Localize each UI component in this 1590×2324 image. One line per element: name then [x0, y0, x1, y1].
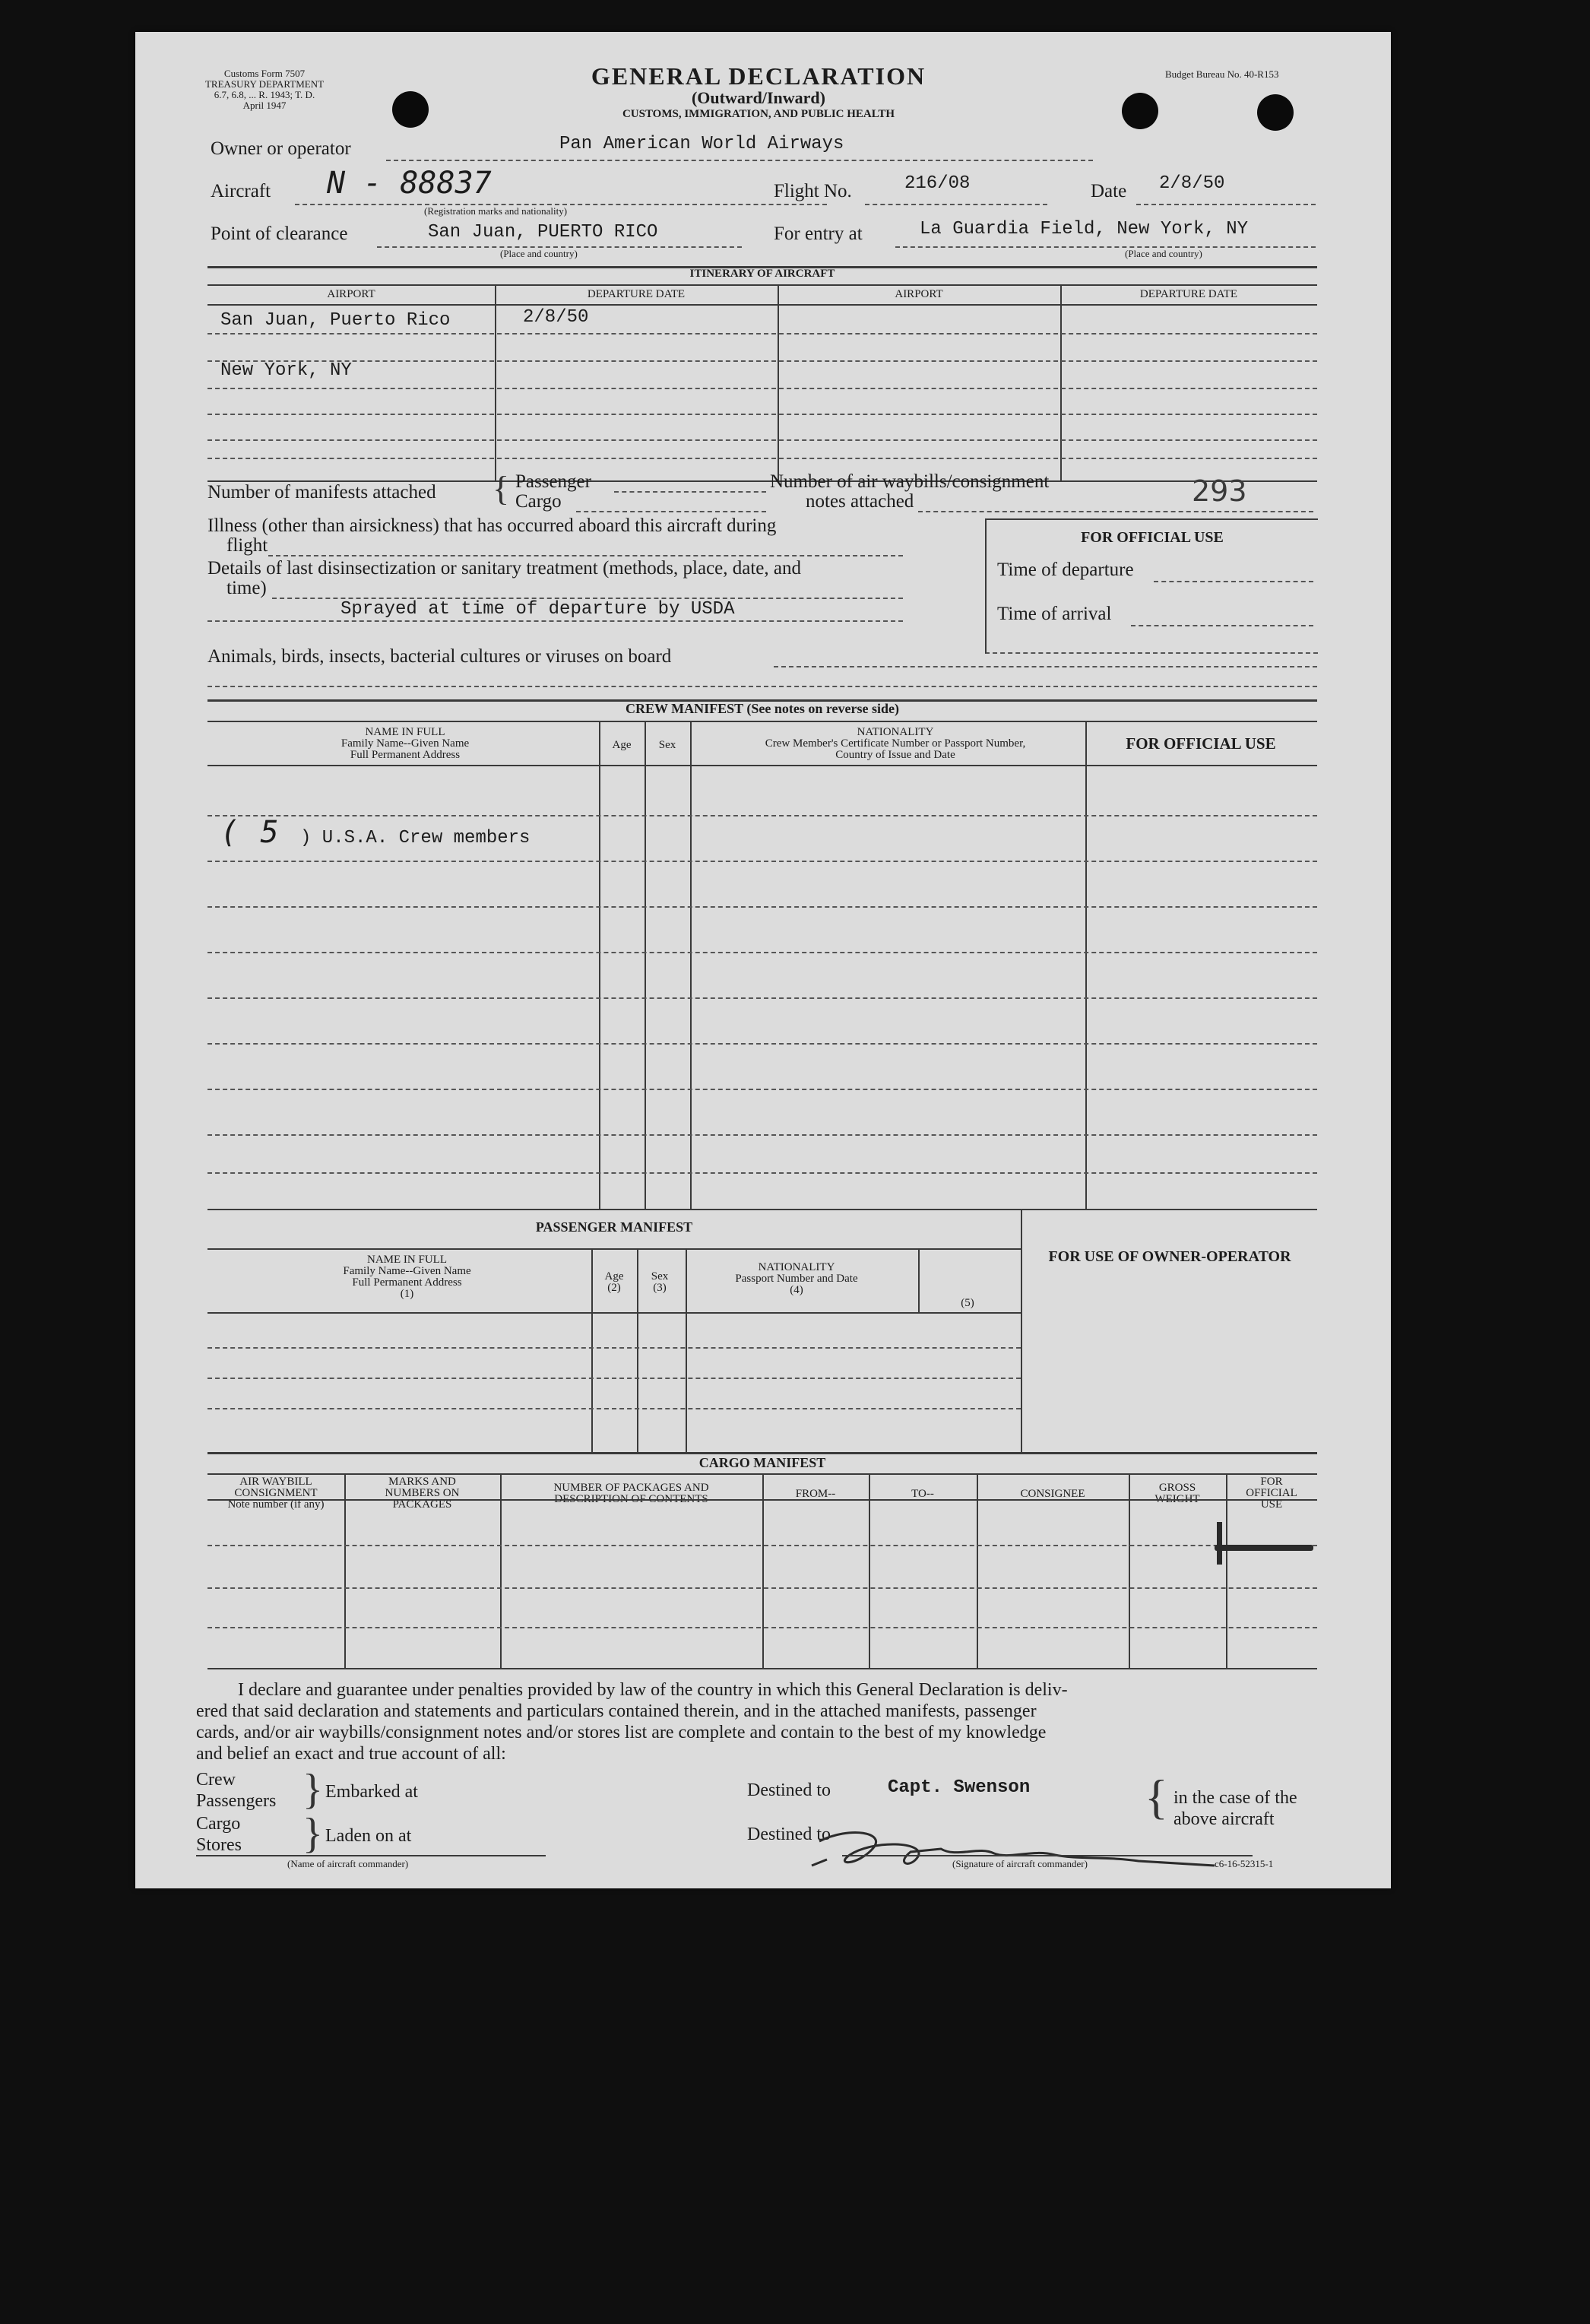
- crew-col-official: FOR OFFICIAL USE: [1126, 734, 1276, 753]
- crew-label: Crew: [196, 1770, 236, 1790]
- passenger-col-age-text: Age: [604, 1270, 624, 1282]
- passenger-col-5: (5): [961, 1297, 974, 1309]
- itinerary-col-departure-2: DEPARTURE DATE: [1139, 288, 1238, 300]
- cargo-col-line: WEIGHT: [1154, 1493, 1200, 1505]
- flight-value: 216/08: [904, 173, 971, 194]
- crew-col-name-line: NAME IN FULL: [365, 726, 445, 738]
- entry-label: For entry at: [774, 224, 863, 244]
- owner-label: Owner or operator: [211, 138, 351, 159]
- embarked-label: Embarked at: [325, 1782, 418, 1802]
- name-caption: (Name of aircraft commander): [287, 1858, 409, 1869]
- clearance-value: San Juan, PUERTO RICO: [428, 222, 658, 243]
- itinerary-col-airport: AIRPORT: [327, 288, 375, 300]
- declaration-line: ered that said declaration and statements and particulars contained therein, and in the attached manifests, passenger: [196, 1701, 1037, 1721]
- waybills-label-2: notes attached: [806, 491, 914, 512]
- cargo-col-official: [1226, 1476, 1317, 1511]
- clearance-note: (Place and country): [500, 248, 578, 259]
- passenger-col-name-line: NAME IN FULL: [367, 1254, 447, 1266]
- departure-time-label: Time of departure: [997, 560, 1134, 580]
- itinerary-col-airport-2: AIRPORT: [895, 288, 943, 300]
- passenger-col-name: [207, 1254, 607, 1300]
- cargo-col-line: MARKS AND: [388, 1476, 456, 1488]
- entry-value: La Guardia Field, New York, NY: [920, 219, 1249, 239]
- passenger-title: PASSENGER MANIFEST: [535, 1219, 693, 1235]
- cargo-title: CARGO MANIFEST: [698, 1455, 826, 1470]
- passenger-col-name-line: Family Name--Given Name: [343, 1265, 471, 1277]
- stores-label: Stores: [196, 1835, 242, 1855]
- passenger-col-name-line: Full Permanent Address: [352, 1276, 462, 1289]
- cargo-label: Cargo: [515, 491, 562, 512]
- date-label: Date: [1091, 181, 1127, 201]
- cargo-col-line: DESCRIPTION OF CONTENTS: [554, 1493, 708, 1505]
- cargo-col-line: NUMBER OF PACKAGES AND: [553, 1482, 709, 1494]
- disinsect-line-2: time): [226, 578, 267, 598]
- cargo-col-line: USE: [1260, 1498, 1283, 1511]
- waybills-value: 293: [1192, 474, 1247, 508]
- cargo-col-consignee: CONSIGNEE: [1020, 1488, 1085, 1500]
- form-subtitle: (Outward/Inward): [691, 88, 825, 107]
- crew-col-nat-line: Crew Member's Certificate Number or Passport Number,: [765, 737, 1026, 750]
- passenger-label: Passenger: [515, 471, 591, 492]
- commander-signature: [804, 1818, 1230, 1879]
- crew-col-nat-line: NATIONALITY: [857, 726, 934, 738]
- illness-line-2: flight: [226, 535, 268, 556]
- cargo-col-marks: [344, 1476, 500, 1511]
- cargo-col-line: CONSIGNMENT: [234, 1487, 318, 1499]
- crew-col-nat-line: Country of Issue and Date: [835, 749, 955, 761]
- punch-hole: [1122, 93, 1158, 129]
- crew-entry-count: 5: [260, 815, 279, 850]
- crew-col-name-line: Full Permanent Address: [350, 749, 461, 761]
- case-label-2: above aircraft: [1173, 1809, 1275, 1829]
- cargo-col-to: TO--: [911, 1488, 934, 1500]
- form-id-line: Customs Form 7507: [223, 68, 306, 79]
- passenger-col-sex: [637, 1271, 683, 1294]
- passenger-col-age: [591, 1271, 637, 1294]
- laden-label: Laden on at: [325, 1826, 412, 1846]
- passenger-col-num: (2): [607, 1282, 621, 1294]
- aircraft-note: (Registration marks and nationality): [424, 205, 568, 217]
- form-id-line: April 1947: [242, 100, 287, 111]
- disinsect-line: Details of last disinsectization or sanitary treatment (methods, place, date, and: [207, 558, 801, 579]
- signature-caption: (Signature of aircraft commander): [952, 1858, 1088, 1869]
- punch-hole: [392, 91, 429, 128]
- itinerary-row-1-airport: San Juan, Puerto Rico: [220, 310, 451, 331]
- cargo-col-line: OFFICIAL: [1246, 1487, 1297, 1499]
- owner-operator-use: FOR USE OF OWNER-OPERATOR: [1048, 1248, 1291, 1265]
- manifests-label: Number of manifests attached: [207, 482, 436, 503]
- itinerary-row-1-date: 2/8/50: [523, 307, 589, 328]
- crew-col-nationality: [698, 727, 1093, 761]
- itinerary-title: ITINERARY OF AIRCRAFT: [689, 268, 835, 280]
- cargo-col-line: GROSS: [1158, 1482, 1196, 1494]
- waybills-label: Number of air waybills/consignment: [770, 471, 1050, 492]
- crew-col-name-line: Family Name--Given Name: [340, 737, 470, 750]
- cargo-col-waybill: [207, 1476, 344, 1511]
- official-use-box: [985, 518, 1318, 654]
- crew-col-name: [207, 727, 603, 761]
- cargo-col-weight: [1129, 1482, 1226, 1505]
- declaration-line: and belief an exact and true account of all:: [196, 1744, 506, 1764]
- aircraft-value: N - 88837: [327, 166, 492, 201]
- declaration-form: Customs Form 7507 TREASURY DEPARTMENT 6.7, 6.8, ... R. 1943; T. D. April 1947 GENERAL DECLARATION (Outward/Inward) CUSTOMS, IMMIGRATION, AND PUBLIC HEALTH Budget Bureau No. 40-R153 Owner or operator Pan American World Airways Aircraft N - 88837 (Registration marks and nationality) Flight No. 216/08 Date 2/8/50 Point of clearance San Juan, PUERTO RICO (Place and country) For entry at La Guardia Field, New York, NY (Place and country) ITINERARY OF AIRCRAFT AIRPORT DEPARTURE DATE AIRPORT DEPARTURE DATE San Juan, Puerto Rico 2/8/50 New York, NY Number of manifests attached { Passenger Cargo Number of air waybills/consignment notes attached 293 Illness (other than airsickness) that has occurred aboard this aircraft during flight Details of last disinsectization or sanitary treatment (methods, place, date, and time) Sprayed at time of departure by USDA Animals, birds, insects, bacterial cultures or viruses on board FOR OFFICIAL USE Time of departure Time of arrival CREW MANIFEST (See notes on reverse side) NAME IN FULL Family Name--Given Name Full Permanent Address Age Sex NATIONALITY Crew Member's Certificate Number or Passport Number, Country of Issue and Date FOR OFFICIAL USE ( 5 ) U.S.A. Crew members PASSENGER MANIFEST FOR USE OF OWNER-OPERATOR NAME IN FULL Family Name--Given Name Full Permanent Address (1) Age (2) Sex (3) NATIONALITY Passport Number and Date (4) (5) CARGO MANIFEST AIR WAYBILL CONSIGNMENT Note number (if any) MARKS AND NUMBERS ON PACKAGES NUMBER OF PACKAGES AND DESCRIPTION OF CONTENTS FROM-- TO-- CONSIGNEE GROSS WEIGHT FOR OFFICIAL USE I declare and guarantee under penalties provided by law of the country in which this General Declaration is deliv- ered that said declaration and statements and particulars contained therein, and in the attached manifests, passenger cards, and/or air waybills/consignment notes and/or stores list are complete and contain to the best of my knowledge and belief an exact and true account of all: Crew Passengers } Embarked at Cargo Stores } Laden on at Destined to Destined to Capt. Swenson { in the case of the above aircraft (Name of aircraft commander) (Signature of aircraft commander) c6-16-52315-1: [135, 32, 1391, 1888]
- crew-title: CREW MANIFEST (See notes on reverse side): [626, 701, 899, 716]
- passenger-col-nationality: [686, 1262, 907, 1296]
- form-agencies: CUSTOMS, IMMIGRATION, AND PUBLIC HEALTH: [622, 108, 895, 120]
- passenger-col-nat-line: Passport Number and Date: [735, 1273, 858, 1285]
- captain-name: Capt. Swenson: [888, 1777, 1031, 1798]
- cargo-col-line: AIR WAYBILL: [239, 1476, 312, 1488]
- aircraft-label: Aircraft: [211, 181, 271, 201]
- passenger-col-num: (3): [653, 1282, 667, 1294]
- form-title: GENERAL DECLARATION: [591, 62, 926, 90]
- form-id-line: TREASURY DEPARTMENT: [204, 78, 325, 90]
- crew-entry-paren: (: [220, 815, 239, 850]
- cargo-col-line: Note number (if any): [227, 1498, 325, 1511]
- declaration-line: cards, and/or air waybills/consignment notes and/or stores list are complete and contain to the best of my knowledge: [196, 1723, 1047, 1742]
- owner-value: Pan American World Airways: [559, 134, 844, 154]
- cargo-col-description: [500, 1482, 762, 1505]
- crew-entry: [220, 815, 530, 850]
- passenger-col-nat-line: NATIONALITY: [758, 1261, 835, 1273]
- crew-entry-text: ) U.S.A. Crew members: [300, 828, 531, 848]
- crew-col-sex: Sex: [658, 739, 676, 751]
- disinsect-value: Sprayed at time of departure by USDA: [340, 599, 735, 620]
- cargo-col-line: FOR: [1260, 1476, 1283, 1488]
- cargo-col-from: FROM--: [795, 1488, 836, 1500]
- cargo-label-decl: Cargo: [196, 1814, 241, 1834]
- print-code: c6-16-52315-1: [1215, 1858, 1274, 1869]
- passenger-col-num: (4): [790, 1284, 803, 1296]
- declaration-line: I declare and guarantee under penalties provided by law of the country in which this General Declaration is deliv-: [238, 1680, 1068, 1700]
- destined-label-1: Destined to: [747, 1780, 831, 1800]
- passengers-label: Passengers: [196, 1791, 277, 1811]
- clearance-label: Point of clearance: [211, 224, 348, 244]
- budget-number: Budget Bureau No. 40-R153: [1165, 68, 1279, 80]
- pen-mark: [1215, 1545, 1313, 1551]
- flight-label: Flight No.: [774, 181, 852, 201]
- punch-hole: [1257, 94, 1294, 131]
- crew-col-age: Age: [612, 739, 632, 751]
- entry-note: (Place and country): [1125, 248, 1202, 259]
- passenger-col-sex-text: Sex: [651, 1270, 669, 1282]
- case-label: in the case of the: [1173, 1788, 1297, 1808]
- animals-line: Animals, birds, insects, bacterial cultures or viruses on board: [207, 646, 672, 667]
- date-value: 2/8/50: [1159, 173, 1225, 194]
- cargo-col-line: PACKAGES: [392, 1498, 452, 1511]
- illness-line: Illness (other than airsickness) that has occurred aboard this aircraft during: [207, 515, 777, 536]
- official-use-title: FOR OFFICIAL USE: [1081, 529, 1224, 546]
- pen-mark: [1217, 1522, 1222, 1565]
- itinerary-col-departure: DEPARTURE DATE: [587, 288, 686, 300]
- form-id: [188, 68, 340, 111]
- destined-label-2: Destined to: [747, 1825, 831, 1844]
- arrival-time-label: Time of arrival: [997, 604, 1112, 624]
- cargo-col-line: NUMBERS ON: [385, 1487, 460, 1499]
- passenger-col-num: (1): [400, 1288, 414, 1300]
- itinerary-row-2-airport: New York, NY: [220, 360, 352, 381]
- form-id-line: 6.7, 6.8, ... R. 1943; T. D.: [214, 89, 315, 100]
